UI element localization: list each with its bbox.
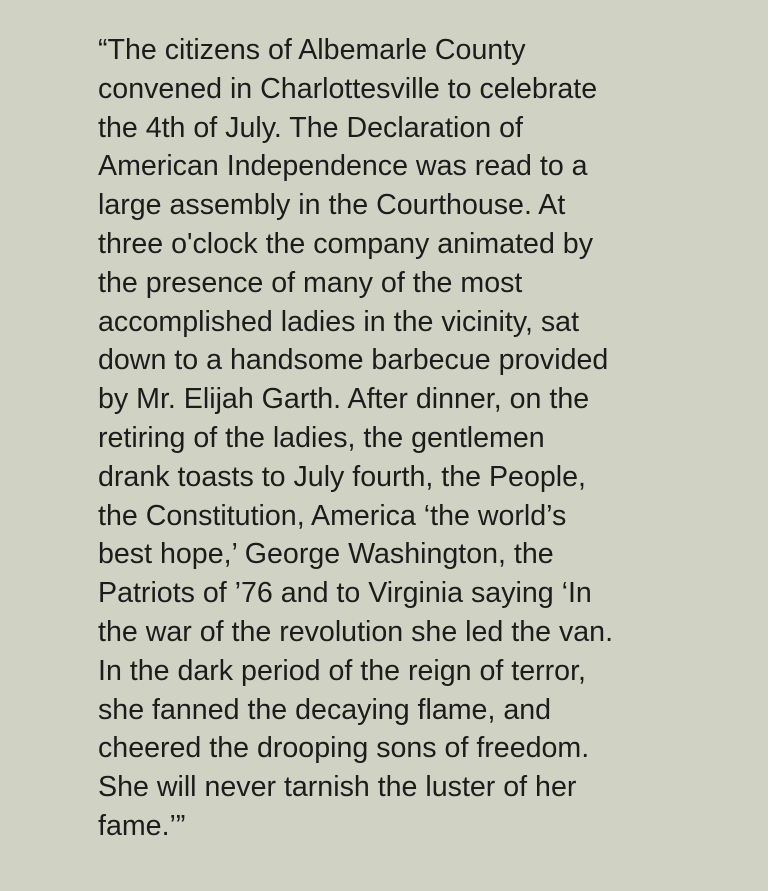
quote-line: She will never tarnish the luster of her bbox=[98, 771, 577, 804]
quote-line: fame.’” bbox=[98, 809, 186, 842]
quote-line: retiring of the ladies, the gentlemen bbox=[98, 421, 545, 454]
quote-line: cheered the drooping sons of freedom. bbox=[98, 732, 590, 765]
quote-line: by Mr. Elijah Garth. After dinner, on the bbox=[98, 383, 590, 416]
quote-line: the war of the revolution she led the van. bbox=[98, 615, 614, 648]
quote-line: large assembly in the Courthouse. At bbox=[98, 189, 566, 222]
quote-line: best hope,’ George Washington, the bbox=[98, 538, 554, 571]
quote-line: accomplished ladies in the vicinity, sat bbox=[98, 305, 580, 338]
quote-line: down to a handsome barbecue provided bbox=[98, 344, 609, 377]
quote-line: “The citizens of Albemarle County bbox=[98, 34, 526, 66]
quote-line: drank toasts to July fourth, the People, bbox=[98, 460, 586, 493]
quote-line: three o'clock the company animated by bbox=[98, 227, 594, 260]
quote-line: Patriots of ’76 and to Virginia saying ‘In bbox=[98, 577, 592, 610]
quote-paragraph bbox=[98, 31, 728, 846]
quote-line: the presence of many of the most bbox=[98, 266, 523, 299]
quote-line: the Constitution, America ‘the world’s bbox=[98, 499, 567, 532]
quote-line: the 4th of July. The Declaration of bbox=[98, 111, 523, 144]
quote-line: In the dark period of the reign of terror, bbox=[98, 654, 586, 687]
quote-line: convened in Charlottesville to celebrate bbox=[98, 72, 598, 105]
quote-line: American Independence was read to a bbox=[98, 150, 588, 183]
quote-line: she fanned the decaying flame, and bbox=[98, 693, 552, 726]
